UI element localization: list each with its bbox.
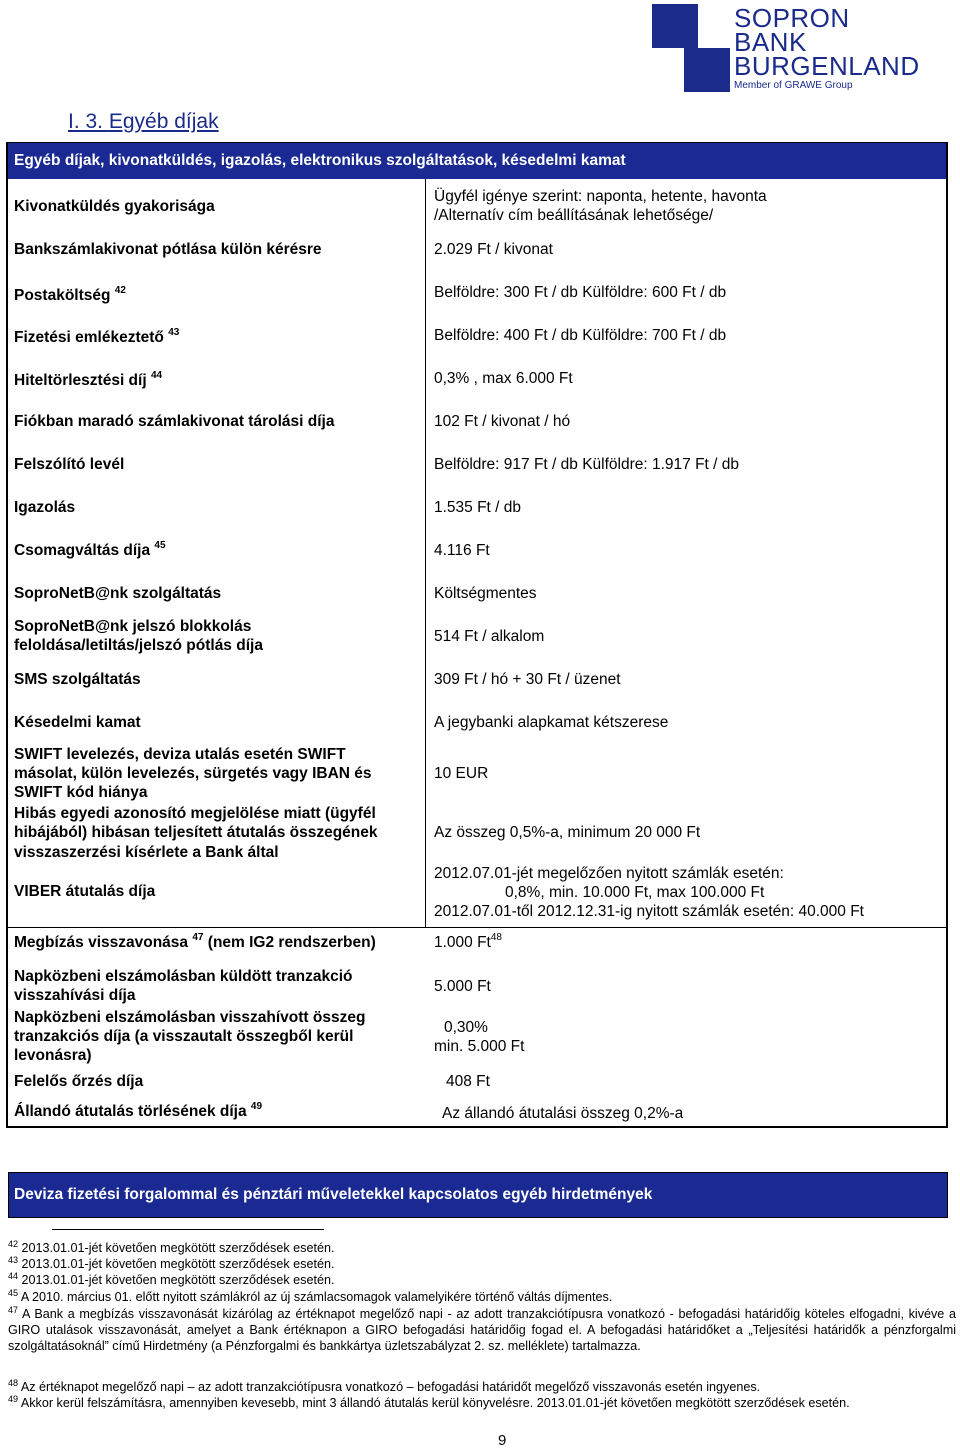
row-value-hibas-azonosito: Az összeg 0,5%-a, minimum 20 000 Ft — [434, 824, 701, 841]
logo-subtitle: Member of GRAWE Group — [734, 80, 853, 91]
row-label-jelszo-2: feloldása/letiltás/jelszó pótlás díja — [14, 637, 263, 654]
footnote-42 — [8, 1240, 956, 1256]
row-value-felszolito: Belföldre: 917 Ft / db Külföldre: 1.917 Ft / db — [434, 456, 740, 473]
logo-line-1: SOPRON — [734, 3, 850, 33]
row-value-kivonatkuldes-1: Ügyfél igénye szerint: naponta, hetente, havonta — [434, 188, 767, 205]
row-value-potlas: 2.029 Ft / kivonat — [434, 241, 553, 258]
footnote-43 — [8, 1256, 956, 1272]
row-label-potlas: Bankszámlakivonat pótlása külön kérésre — [14, 241, 322, 258]
footnote-number: 44 — [8, 1271, 19, 1281]
row-label-visszahivott-1: Napközbeni elszámolásban visszahívott összeg — [14, 1009, 366, 1026]
row-label-visszahivott-3: levonásra) — [14, 1047, 92, 1064]
footnote-text: Akkor kerül felszámításra, amennyiben kevesebb, mint 3 állandó átutalás kerül könyvelésre. 2013.01.01-jét követően megkötött szerződések esetén. — [20, 1396, 850, 1410]
row-label-csomagvaltas — [14, 541, 166, 560]
table-header: Egyéb díjak, kivonatküldés, igazolás, elektronikus szolgáltatások, késedelmi kamat — [14, 152, 626, 169]
row-label-igazolas: Igazolás — [14, 499, 76, 516]
table-row-divider — [8, 927, 946, 928]
column-divider — [425, 179, 426, 927]
row-label-visszahivasi-2: visszahívási díja — [14, 987, 136, 1004]
row-label-viber: VIBER átutalás díja — [14, 883, 156, 900]
row-value-visszahivott-1: 0,30% — [444, 1019, 488, 1036]
footnote-separator — [52, 1229, 324, 1230]
row-value-allando-atutalas: Az állandó átutalási összeg 0,2%-a — [442, 1105, 684, 1122]
row-label-visszahivott-2: tranzakciós díja (a visszautalt összegből kerül — [14, 1028, 354, 1045]
footnote-text: Az értéknapot megelőző napi – az adott tranzakciótípusra vonatkozó – befogadási határidőt megelőző visszavonás esetén ingyenes. — [20, 1380, 761, 1394]
row-value-postakoltseg: Belföldre: 300 Ft / db Külföldre: 600 Ft / db — [434, 284, 727, 301]
row-label-felszolito: Felszólító levél — [14, 456, 125, 473]
label-text: Állandó átutalás törlésének díja — [14, 1103, 247, 1120]
logo-line-3: BURGENLAND — [734, 51, 920, 81]
footnote-49 — [8, 1395, 956, 1411]
footnote-44 — [8, 1272, 956, 1288]
footnote-number: 42 — [8, 1239, 19, 1249]
row-label-kesedelmi-kamat: Késedelmi kamat — [14, 714, 141, 731]
footnote-ref: 45 — [154, 540, 166, 551]
row-label-swift-3: SWIFT kód hiánya — [14, 784, 148, 801]
footnote-number: 48 — [8, 1378, 19, 1388]
label-text: Hiteltörlesztési díj — [14, 372, 147, 389]
row-label-fizetesi-emlekezteto — [14, 328, 179, 347]
label-text-b: (nem IG2 rendszerben) — [207, 934, 376, 951]
row-label-sms: SMS szolgáltatás — [14, 671, 141, 688]
row-label-sopronetbank: SoproNetB@nk szolgáltatás — [14, 585, 222, 602]
footnote-45 — [8, 1289, 956, 1305]
row-value-megbizas-visszavonasa — [434, 933, 502, 952]
label-text: Fizetési emlékeztető — [14, 329, 164, 346]
row-label-hibas-azonosito-1: Hibás egyedi azonosító megjelölése miatt (ügyfél — [14, 805, 376, 822]
row-label-kivonatkuldes: Kivonatküldés gyakorisága — [14, 198, 215, 215]
footnote-number: 45 — [8, 1288, 19, 1298]
footnote-number: 47 — [8, 1305, 19, 1315]
footnote-ref: 42 — [114, 285, 126, 296]
row-label-allando-atutalas — [14, 1102, 262, 1121]
row-label-megbizas-visszavonasa — [14, 933, 376, 952]
row-value-viber-2: 0,8%, min. 10.000 Ft, max 100.000 Ft — [505, 884, 765, 901]
row-value-visszahivasi: 5.000 Ft — [434, 978, 491, 995]
row-value-viber-3: 2012.07.01-től 2012.12.31-ig nyitott számlák esetén: 40.000 Ft — [434, 903, 864, 920]
row-value-sms: 309 Ft / hó + 30 Ft / üzenet — [434, 671, 621, 688]
footnote-text: A Bank a megbízás visszavonását kizárólag az értéknapot megelőző napi - az adott tranzakciótípusra vonatkozó - befogadási határidőig köteles elfogadni, kivéve a GIRO utalások visszavonását, amelyet a Bank értéknapon a GIRO befogadási határidőig fogad el. A befogadási határidőket a „Teljesítési határidők a pénzforgalmi szolgáltatásoknál” című Hirdetmény (a Pénzforgalmi és bankkártya üzletszabályzat 2. sz. melléklete) tartalmazza. — [8, 1307, 956, 1353]
footnote-47 — [8, 1306, 956, 1354]
logo-mark-icon — [652, 4, 730, 92]
row-label-visszahivasi-1: Napközbeni elszámolásban küldött tranzakció — [14, 968, 353, 985]
label-text: Csomagváltás díja — [14, 542, 151, 559]
row-value-csomagvaltas: 4.116 Ft — [434, 542, 490, 559]
row-label-hiteltorlesztes — [14, 371, 162, 390]
logo-line-2: BANK — [734, 27, 807, 57]
row-value-igazolas: 1.535 Ft / db — [434, 499, 522, 516]
deviza-header: Deviza fizetési forgalommal és pénztári műveletekkel kapcsolatos egyéb hirdetmények — [14, 1186, 653, 1203]
row-value-visszahivott-2: min. 5.000 Ft — [434, 1038, 525, 1055]
footnote-ref: 43 — [168, 327, 180, 338]
row-label-swift-1: SWIFT levelezés, deviza utalás esetén SWIFT — [14, 746, 346, 763]
bank-logo — [652, 4, 952, 94]
row-label-swift-2: másolat, külön levelezés, sürgetés vagy IBAN és — [14, 765, 372, 782]
footnote-ref: 47 — [192, 932, 204, 943]
label-text: Megbízás visszavonása — [14, 934, 189, 951]
section-title-text: Egyéb díjak — [108, 110, 219, 133]
section-number: I. 3. — [68, 110, 104, 133]
row-value-viber-1: 2012.07.01-jét megelőzően nyitott számlák esetén: — [434, 865, 784, 882]
footnote-number: 49 — [8, 1394, 19, 1404]
row-value-jelszo: 514 Ft / alkalom — [434, 628, 545, 645]
row-value-felelos-orzes: 408 Ft — [446, 1073, 490, 1090]
footnote-number: 43 — [8, 1255, 19, 1265]
row-label-jelszo-1: SoproNetB@nk jelszó blokkolás — [14, 618, 252, 635]
footnote-ref: 48 — [490, 932, 502, 943]
footnote-text: A 2010. március 01. előtt nyitott számlákról az új számlacsomagok valamelyikére történő váltás díjmentes. — [20, 1290, 613, 1304]
footnote-ref: 44 — [150, 370, 163, 381]
footnote-48 — [8, 1379, 956, 1395]
value-text: 1.000 Ft — [434, 934, 491, 951]
row-label-tarolasi-dij: Fiókban maradó számlakivonat tárolási díja — [14, 413, 335, 430]
page-number: 9 — [498, 1432, 507, 1449]
row-value-sopronetbank: Költségmentes — [434, 585, 537, 602]
row-value-fizetesi-emlekezteto: Belföldre: 400 Ft / db Külföldre: 700 Ft / db — [434, 327, 727, 344]
footnote-ref: 49 — [250, 1101, 263, 1112]
row-value-swift: 10 EUR — [434, 765, 489, 782]
logo-text — [734, 3, 920, 91]
footnote-text: 2013.01.01-jét követően megkötött szerződések esetén. — [21, 1257, 335, 1271]
row-label-postakoltseg — [14, 286, 126, 305]
section-title — [68, 110, 219, 134]
row-value-kivonatkuldes-2: /Alternatív cím beállításának lehetősége/ — [434, 207, 714, 224]
row-label-felelos-orzes: Felelős őrzés díja — [14, 1073, 144, 1090]
row-value-tarolasi-dij: 102 Ft / kivonat / hó — [434, 413, 571, 430]
row-value-hiteltorlesztes: 0,3% , max 6.000 Ft — [434, 370, 573, 387]
row-value-kesedelmi-kamat: A jegybanki alapkamat kétszerese — [434, 714, 669, 731]
row-label-hibas-azonosito-3: visszaszerzési kísérlete a Bank által — [14, 844, 279, 861]
footnote-text: 2013.01.01-jét követően megkötött szerződések esetén. — [21, 1273, 335, 1287]
footnote-text: 2013.01.01-jét követően megkötött szerződések esetén. — [21, 1241, 335, 1255]
row-label-hibas-azonosito-2: hibájából) hibásan teljesített átutalás összegének — [14, 824, 378, 841]
label-text: Postaköltség — [14, 287, 111, 304]
